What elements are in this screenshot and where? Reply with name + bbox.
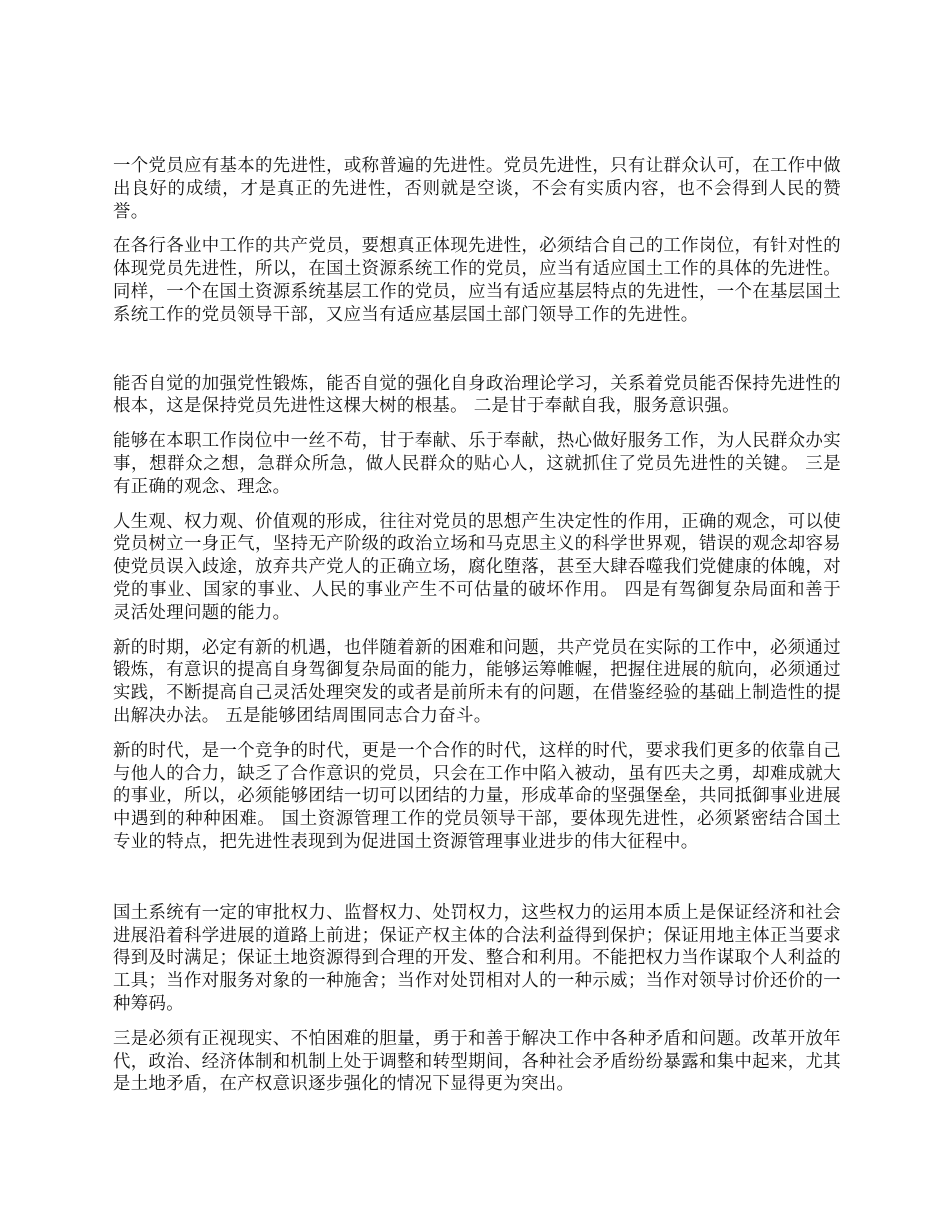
- paragraph-9: 三是必须有正视现实、不怕困难的胆量，勇于和善于解决工作中各种矛盾和问题。改革开放年代，政治、经济体制和机制上处于调整和转型期间，各种社会矛盾纷纷暴露和集中起来，尤其是土地矛盾，在产权意识逐步强化的情况下显得更为突出。: [113, 1028, 841, 1095]
- section-gap-2: [113, 866, 841, 902]
- paragraph-5: 人生观、权力观、价值观的形成，往往对党员的思想产生决定性的作用，正确的观念，可以使党员树立一身正气，坚持无产阶级的政治立场和马克思主义的科学世界观，错误的观念却容易使党员误入歧途，放弃共产党人的正确立场，腐化堕落，甚至大肆吞噬我们党健康的体魄，对党的事业、国家的事业、人民的事业产生不可估量的破坏作用。 四是有驾御复杂局面和善于灵活处理问题的能力。: [113, 511, 841, 623]
- document-body: [113, 155, 841, 1108]
- paragraph-8: 国土系统有一定的审批权力、监督权力、处罚权力，这些权力的运用本质上是保证经济和社会进展沿着科学进展的道路上前进；保证产权主体的合法利益得到保护；保证用地主体正当要求得到及时满足；保证土地资源得到合理的开发、整合和利用。不能把权力当作谋取个人利益的工具；当作对服务对象的一种施舍；当作对处罚相对人的一种示威；当作对领导讨价还价的一种筹码。: [113, 902, 841, 1014]
- paragraph-3: 能否自觉的加强党性锻炼，能否自觉的强化自身政治理论学习，关系着党员能否保持先进性的根本，这是保持党员先进性这棵大树的根基。 二是甘于奉献自我，服务意识强。: [113, 373, 841, 417]
- paragraph-1: 一个党员应有基本的先进性，或称普遍的先进性。党员先进性，只有让群众认可，在工作中做出良好的成绩，才是真正的先进性，否则就是空谈，不会有实质内容，也不会得到人民的赞誉。: [113, 156, 841, 222]
- paragraph-4: 能够在本职工作岗位中一丝不苟，甘于奉献、乐于奉献，热心做好服务工作，为人民群众办实事，想群众之想，急群众所急，做人民群众的贴心人，这就抓住了党员先进性的关键。 三是有正确的观念、理念。: [113, 431, 841, 497]
- paragraph-6: 新的时期，必定有新的机遇，也伴随着新的困难和问题，共产党员在实际的工作中，必须通过锻炼，有意识的提高自身驾御复杂局面的能力，能够运筹帷幄，把握住进展的航向，必须通过实践，不断提高自己灵活处理突发的或者是前所未有的问题，在借鉴经验的基础上制造性的提出解决办法。 五是能够团结周围同志合力奋斗。: [113, 637, 841, 726]
- paragraph-2: 在各行各业中工作的共产党员，要想真正体现先进性，必须结合自己的工作岗位，有针对性的体现党员先进性，所以，在国土资源系统工作的党员，应当有适应国土工作的具体的先进性。同样，一个在国土资源系统基层工作的党员，应当有适应基层特点的先进性，一个在基层国土系统工作的党员领导干部，又应当有适应基层国土部门领导工作的先进性。: [113, 236, 841, 325]
- section-gap-1: [113, 339, 841, 373]
- paragraph-7: 新的时代，是一个竞争的时代，更是一个合作的时代，这样的时代，要求我们更多的依靠自己与他人的合力，缺乏了合作意识的党员，只会在工作中陷入被动，虽有匹夫之勇，却难成就大的事业，所以，必须能够团结一切可以团结的力量，形成革命的坚强堡垒，共同抵御事业进展中遇到的种种困难。 国土资源管理工作的党员领导干部，要体现先进性，必须紧密结合国土专业的特点，把先进性表现到为促进国土资源管理事业进步的伟大征程中。: [113, 740, 841, 852]
